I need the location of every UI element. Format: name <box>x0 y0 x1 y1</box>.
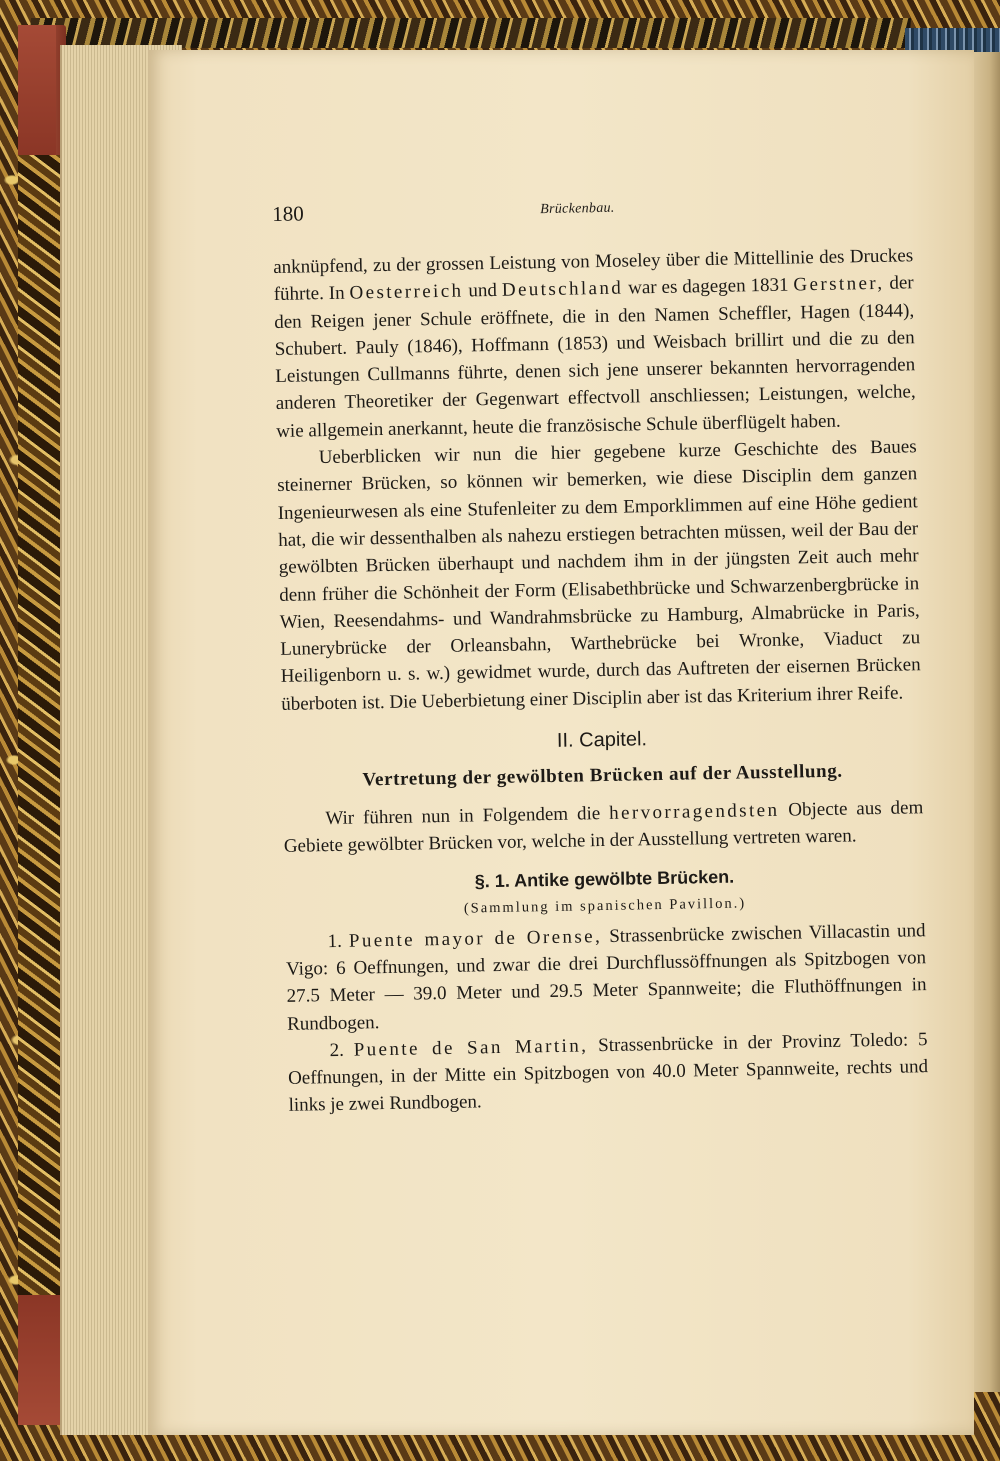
paragraph-intro <box>273 242 916 445</box>
chapter-heading: II. Capitel. <box>556 728 648 752</box>
list-item <box>285 917 927 1038</box>
item-number: 1. <box>327 930 343 952</box>
spaced-name: Gerstner, <box>793 273 885 296</box>
paragraph-chapter-intro <box>283 794 924 860</box>
spaced-name: Oesterreich <box>349 280 464 304</box>
section-heading: §. 1. Antike gewölbte Brücken. <box>474 866 735 892</box>
paragraph-overview: Ueberblicken wir nun die hier gegebene kurze Geschichte des Baues steinerner Brücken, so können wir bemerken, wie diese Disciplin dem ganzen Ingenieurwesen als eine Stufenleiter zu dem Emporklimmen auf eine Höhe gedient hat, die wir dessenthalben als nahezu erstiegen betrachten müssen, weil der Bau der gewölbten Brücken überhaupt und nachdem ihm in der jüngsten Zeit auch mehr denn früher die Schönheit der Form (Elisabethbrücke und Schwarzenbergbrücke in Wien, Reesendahms- und Wandrahmsbrücke zu Hamburg, Almabrücke in Paris, Lunerybrücke der Orleansbahn, Warthebrücke bei Wronke, Viaduct zu Heiligenborn u. s. w.) gewidmet wurde, durch das Auftreten der eisernen Brücken überboten ist. Die Ueberbietung einer Disciplin aber ist das Kriterium ihrer Reife. <box>277 436 921 715</box>
paragraph-text: und <box>468 280 498 302</box>
item-number: 2. <box>329 1039 345 1061</box>
marbled-board <box>18 155 60 1295</box>
section-caption: (Sammlung im spanischen Pavillon.) <box>463 895 747 917</box>
facing-page-edge <box>974 52 1000 1392</box>
item-description: Strassenbrücke zwischen Villacastin und Vigo: 6 Oeffnungen, und zwar die drei Durchflussöffnungen als Spitzbogen von 27.5 Meter — 39.0 Meter und 29.5 Meter Spannweite; die Fluthöffnungen in Rundbogen. <box>285 919 927 1035</box>
cover-top-edge <box>29 18 911 48</box>
leather-corner-bottom <box>18 1295 66 1425</box>
leather-corner-top <box>18 25 56 155</box>
chapter-title: Vertretung der gewölbten Brücken auf der Ausstellung. <box>362 760 843 791</box>
paragraph-text: anknüpfend, zu der grossen Leistung von Moseley über die Mittellinie des Druckes führte. In <box>273 245 914 306</box>
page-content <box>272 188 929 1119</box>
paragraph-text: Wir führen nun in Folgendem die <box>325 803 601 830</box>
item-name: Puente mayor de Orense, <box>348 925 603 952</box>
paragraph-text: Objecte aus dem Gebiete gewölbter Brücken vor, welche in der Ausstellung vertreten waren. <box>283 797 924 858</box>
spaced-name: Deutschland <box>501 277 624 302</box>
item-name: Puente de San Martin, <box>353 1035 589 1061</box>
page-number: 180 <box>272 201 304 226</box>
item-description: Strassenbrücke in der Provinz Toledo: 5 Oeffnungen, in der Mitte ein Spitzbogen von 40.0 Meter Spannweite, rechts und links je zwei Rundbogen. <box>287 1028 929 1117</box>
paragraph-text: war es dagegen 1831 <box>627 274 789 299</box>
list-item <box>287 1026 928 1120</box>
paragraph-text: der den Reigen jener Schule eröffnete, die in den Namen Scheffler, Hagen (1844), Schubert. Pauly (1846), Hoffmann (1853) und Weisbach brillirt und die zu den Leistungen Cullmanns führte, denen sich jene unserer bekannten hervorragenden anderen Theoretiker der Gegenwart effectvoll anschliessen; Leistungen, welche, wie allgemein anerkannt, heute die französische Schule überflügelt haben. <box>274 272 916 442</box>
running-title: Brückenbau. <box>540 200 615 218</box>
spaced-word: hervorragendsten <box>608 799 780 824</box>
